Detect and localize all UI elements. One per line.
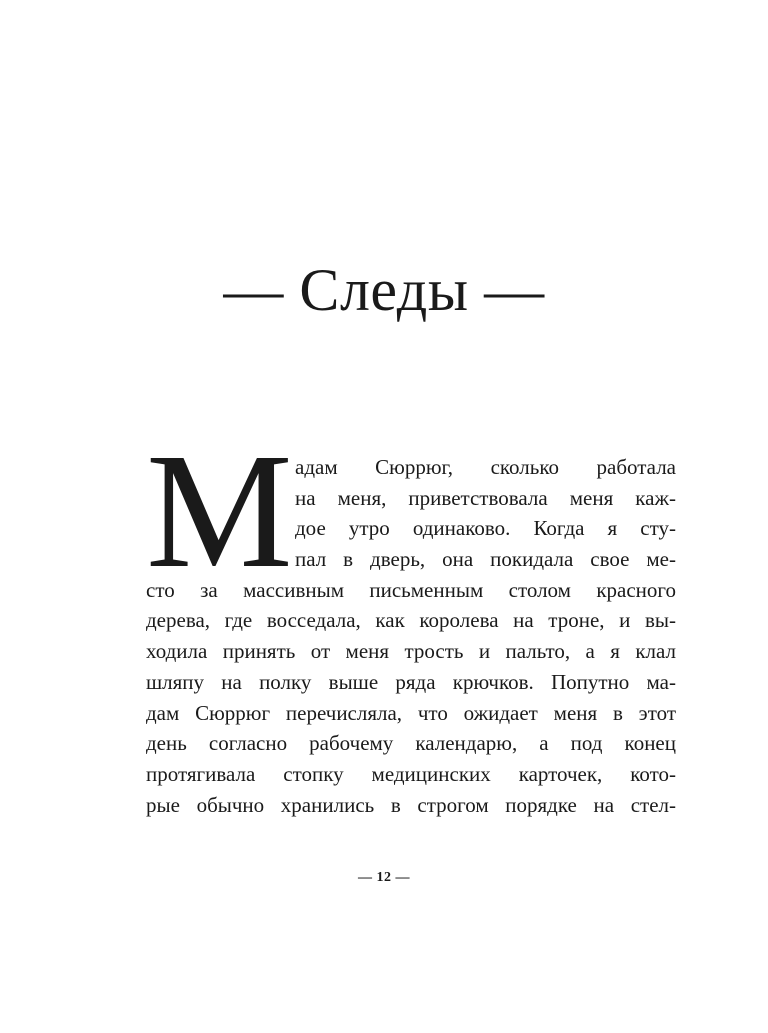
text-line: ходила принять от меня трость и пальто, а я клал: [146, 639, 676, 664]
text-line: на меня, приветствовала меня каж-: [295, 485, 676, 510]
text-line: дое утро одинаково. Когда я сту-: [295, 516, 676, 541]
text-line: протягивала стопку медицинских карточек, кото-: [146, 761, 676, 786]
text-line: дерева, где восседала, как королева на троне, и вы-: [146, 608, 676, 633]
body-paragraph: [146, 452, 676, 820]
page-number: — 12 —: [358, 870, 410, 885]
text-line: адам Сюррюг, сколько работала: [295, 455, 676, 479]
drop-cap: М: [146, 419, 293, 602]
text-line: дам Сюррюг перечисляла, что ожидает меня в этот: [146, 700, 676, 725]
text-line: шляпу на полку выше ряда крючков. Попутно ма-: [146, 669, 676, 694]
text-line: день согласно рабочему календарю, а под конец: [146, 731, 676, 756]
text-line: рые обычно хранились в строгом порядке на стел-: [146, 792, 676, 817]
text-line: сто за массивным письменным столом красного: [146, 577, 676, 602]
text-line: пал в дверь, она покидала свое ме-: [295, 547, 676, 572]
chapter-title: — Следы —: [223, 257, 545, 323]
